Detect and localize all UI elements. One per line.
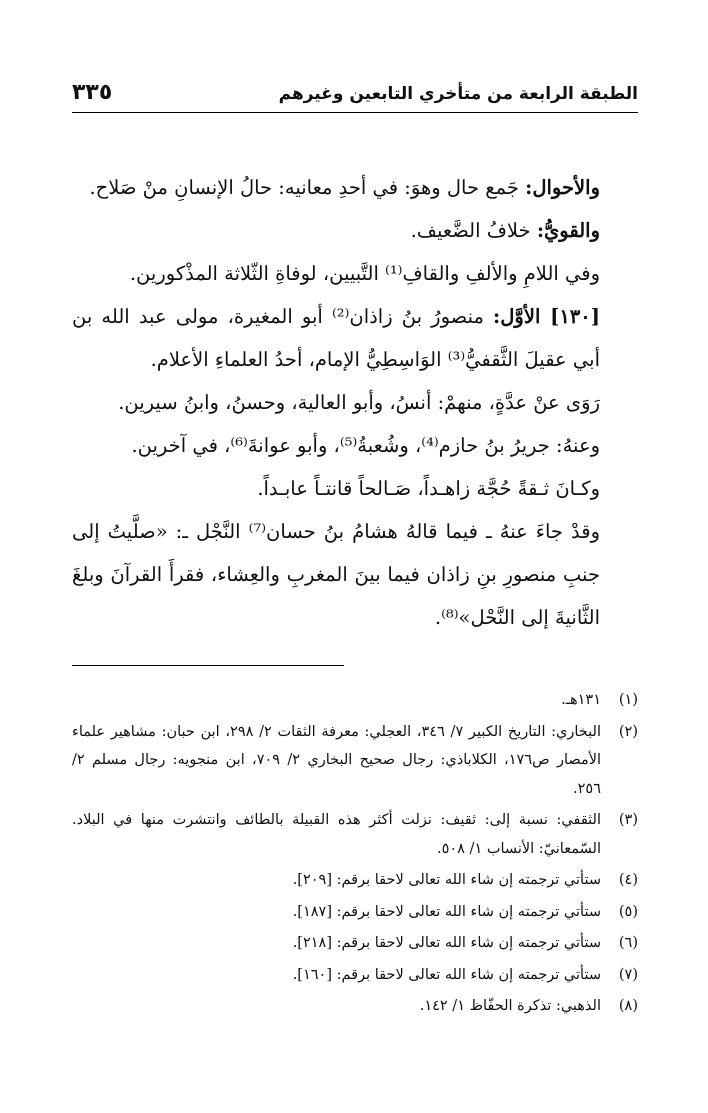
term-label: والأحوال:: [525, 176, 600, 199]
running-title: الطبقة الرابعة من متأخري التابعين وغيرهم: [278, 84, 638, 104]
footnote-text: ١٣١هـ.: [561, 692, 601, 708]
footnote-number: (١): [618, 692, 638, 708]
footnote-text: ستأتي ترجمته إن شاء الله تعالى لاحقا برقم: [١٦٠].: [292, 966, 601, 983]
footnote: [72, 686, 638, 715]
page-number: ٣٣٥: [72, 80, 113, 105]
term-label: والقويُّ:: [536, 219, 600, 242]
page-header: [72, 80, 638, 113]
footnote: [72, 898, 638, 927]
footnotes: [72, 686, 638, 1024]
footnote-text: الذهبي: تذكرة الحفّاظ ١/ ١٤٢.: [419, 998, 601, 1014]
paragraph-narrated-by: وعنهُ: جريرُ بنُ حازم⁽⁴⁾، وشُعبةُ⁽⁵⁾، وأبو عوانةَ⁽⁶⁾، في آخرين.: [131, 434, 600, 457]
footnote-number: (٨): [618, 998, 638, 1014]
footnote-number: (٣): [618, 812, 638, 828]
paragraph-ahwal: [72, 166, 638, 209]
footnote: [72, 961, 638, 990]
footnote-text: الثقفي: نسبة إلى: ثقيف: نزلت أكثر هذه القبيلة بالطائف وانتشرت منها في البلاد. السّمعانيّ: الأنساب ١/ ٥٠٨.: [72, 812, 601, 857]
footnote-separator: [72, 665, 344, 666]
term-definition: جَمع حال وهوَ: في أحدِ معانيه: حالُ الإنسانِ منْ صَلاح.: [89, 176, 526, 199]
footnote-number: (٦): [618, 935, 638, 951]
footnote-number: (٤): [618, 872, 638, 888]
entry-text: منصورُ بنُ زاذان⁽²⁾ أبو المغيرة، مولى عبد الله بن أبي عقيلَ الثَّقفيُّ⁽³⁾ الوَاسِطِيُّ الإمام، أحدُ العلماءِ الأعلام.: [72, 305, 600, 371]
paragraph-intro: وفي اللامِ والألفِ والقافِ⁽¹⁾ التَّبيين، لوفاةِ الثّلاثة المذْكورين.: [129, 262, 600, 285]
footnote: [72, 992, 638, 1021]
paragraph-character: وكـانَ ثـقةً حُجَّة زاهـداً، صَـالحاً قانتـاً عابـداً.: [257, 477, 600, 500]
footnote: [72, 929, 638, 958]
paragraph-quote: وقدْ جاءَ عنهُ ـ فيما قالهُ هشامُ بنُ حسان⁽⁷⁾ النَّجْل ـ: «صلَّيتُ إلى جنبِ منصورِ بنِ زاذان فيما بينَ المغربِ والعِشاء، فقرأَ القرآنَ وبلغَ الثَّانيةَ إلى النَّحْل»⁽⁸⁾.: [72, 520, 600, 629]
paragraph-entry-130: [72, 295, 638, 381]
paragraph-qawi: [72, 209, 638, 252]
footnote-number: (٢): [618, 723, 638, 740]
footnote-text: البخاري: التاريخ الكبير ٧/ ٣٤٦، العجلي: معرفة الثقات ٢/ ٢٩٨، ابن حبان: مشاهير علماء الأمصار ص١٧٦، الكلاباذي: رجال صحيح البخاري ٢/ ٧٠٩، ابن منجويه: رجال مسلم ٢/ ٢٥٦.: [72, 723, 602, 797]
term-definition: خلافُ الضَّعيف.: [410, 219, 537, 242]
footnote: [72, 866, 638, 895]
footnote-text: ستأتي ترجمته إن شاء الله تعالى لاحقا برقم: [٢١٨].: [292, 935, 601, 951]
footnote-number: (٧): [618, 966, 638, 983]
paragraph-narrated-from: رَوَى عنْ عدَّةٍ، منهمْ: أنسُ، وأبو العالية، وحسنُ، وابنُ سيرين.: [118, 391, 600, 414]
footnote: [72, 806, 638, 863]
footnote-text: ستأتي ترجمته إن شاء الله تعالى لاحقا برقم: [١٨٧].: [292, 903, 601, 920]
footnote: [72, 718, 638, 804]
footnote-text: ستأتي ترجمته إن شاء الله تعالى لاحقا برقم: [٢٠٩].: [292, 872, 601, 888]
main-text: [72, 166, 638, 639]
footnote-number: (٥): [618, 903, 638, 920]
entry-number: [١٣٠] الأوَّل:: [493, 305, 600, 328]
